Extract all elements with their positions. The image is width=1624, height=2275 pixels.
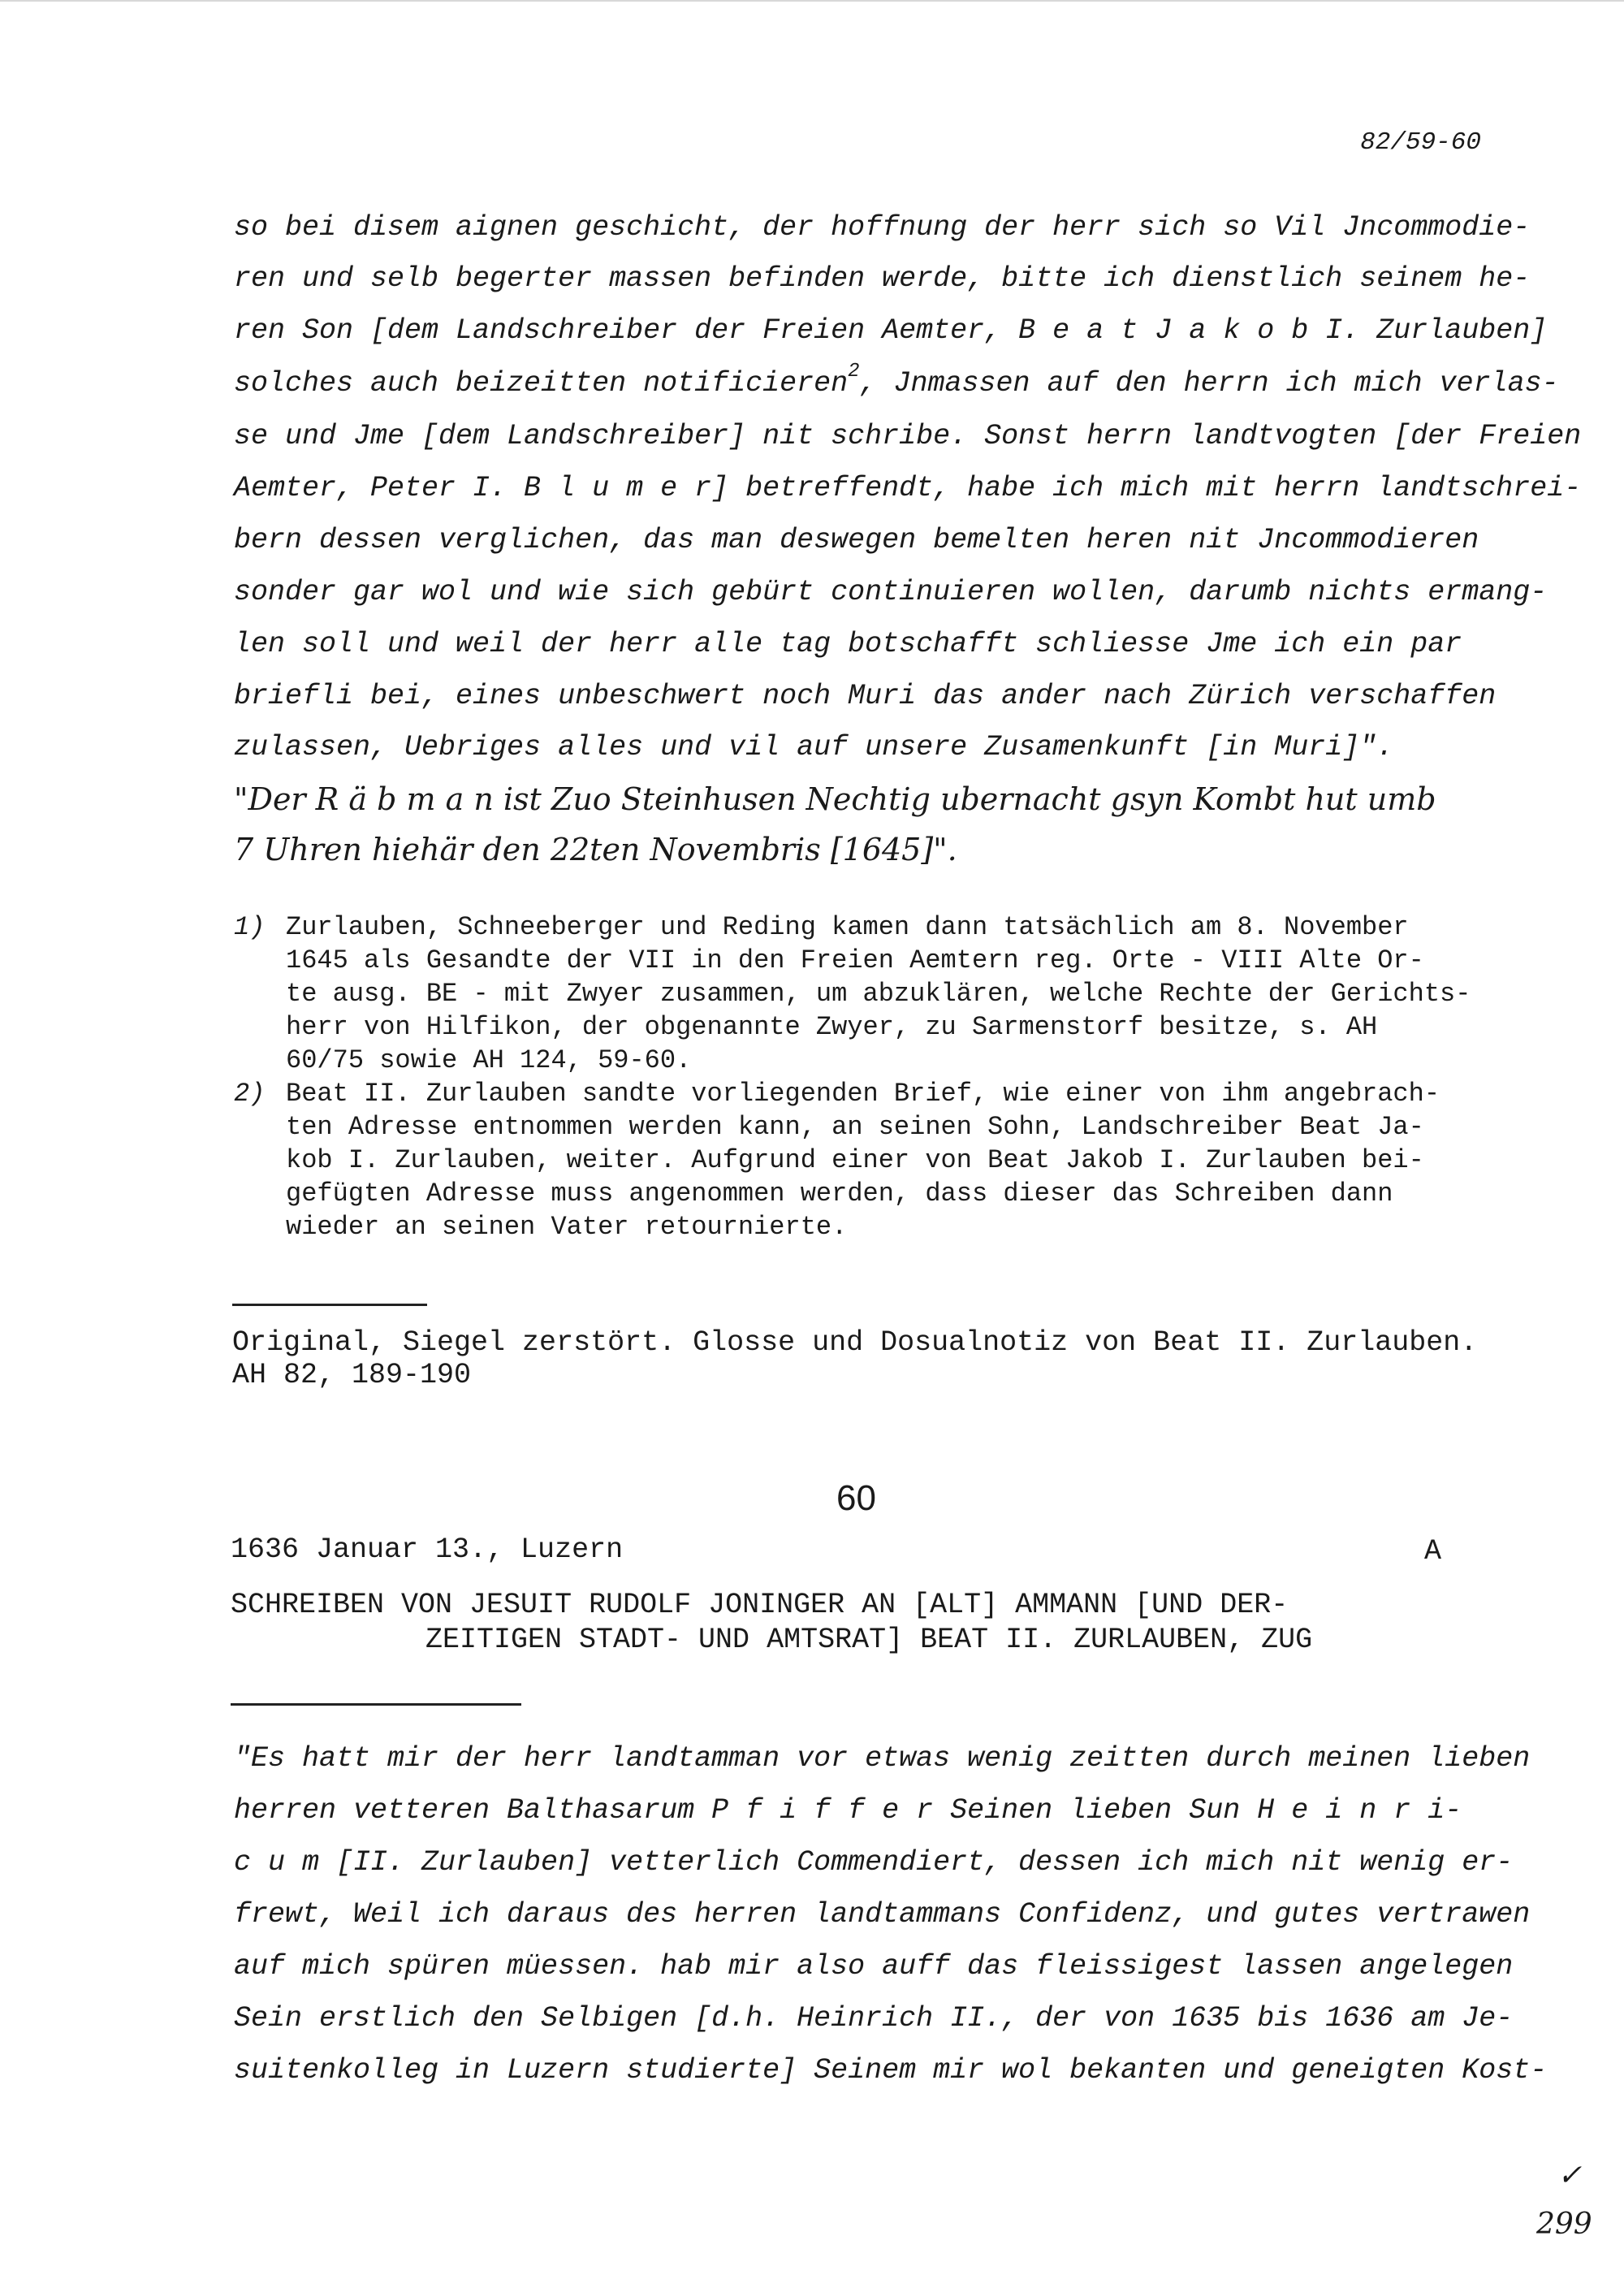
footnote-line: ten Adresse entnommen werden kann, an seinen Sohn, Landschreiber Beat Ja- — [286, 1112, 1424, 1142]
letter-line: ren und selb begerter massen befinden werde, bitte ich dienstlich seinem he- — [234, 262, 1531, 295]
handwritten-line: 7 Uhren hiehär den 22ten Novembris [1645]". — [234, 832, 957, 867]
footnote-line: wieder an seinen Vater retournierte. — [286, 1212, 848, 1242]
document-line: Sein erstlich den Selbigen [d.h. Heinrich II., der von 1635 bis 1636 am Je- — [234, 2002, 1514, 2035]
footnote-line: kob I. Zurlauben, weiter. Aufgrund einer von Beat Jakob I. Zurlauben bei- — [286, 1145, 1424, 1175]
source-note-line: AH 82, 189-190 — [232, 1359, 472, 1391]
document-line: auf mich spüren müessen. hab mir also auff das fleissigest lassen angelegen — [234, 1950, 1514, 1983]
document-line: frewt, Weil ich daraus des herren landtammans Confidenz, und gutes vertrawen — [234, 1898, 1531, 1931]
letter-line: sonder gar wol und wie sich gebürt continuieren wollen, darumb nichts ermang- — [234, 576, 1548, 608]
document-line: suitenkolleg in Luzern studierte] Seinem mir wol bekanten und geneigten Kost- — [234, 2054, 1548, 2087]
letter-line-text: solches auch beizeitten notificieren — [234, 367, 849, 400]
document-title-line: ZEITIGEN STADT- UND AMTSRAT] BEAT II. ZURLAUBEN, ZUG — [425, 1624, 1313, 1656]
separator-rule — [232, 1304, 427, 1306]
page-reference: 82/59-60 — [1360, 128, 1481, 157]
letter-line: bern dessen verglichen, das man deswegen bemelten heren nit Jncommodieren — [234, 524, 1479, 556]
source-note-line: Original, Siegel zerstört. Glosse und Dosualnotiz von Beat II. Zurlauben. — [232, 1326, 1478, 1359]
letter-line-text: , Jnmassen auf den herrn ich mich verlas- — [859, 367, 1559, 400]
footnote-line: 1645 als Gesandte der VII in den Freien Aemtern reg. Orte - VIII Alte Or- — [286, 945, 1424, 975]
letter-line — [234, 361, 1559, 400]
document-number: 60 — [836, 1478, 876, 1518]
footnote-line: gefügten Adresse muss angenommen werden, dass dieser das Schreiben dann — [286, 1179, 1393, 1209]
checkmark-icon: ✓ — [1557, 2159, 1583, 2192]
handwritten-line: "Der R ä b m a n ist Zuo Steinhusen Nechtig ubernacht gsyn Kombt hut umb — [234, 781, 1436, 817]
footnote-line: 60/75 sowie AH 124, 59-60. — [286, 1045, 692, 1075]
footnote-number: 2) — [234, 1079, 266, 1109]
page-number: 299 — [1536, 2208, 1592, 2241]
document-marker: A — [1424, 1535, 1442, 1568]
footnote-line: te ausg. BE - mit Zwyer zusammen, um abzuklären, welche Rechte der Gerichts- — [286, 979, 1471, 1009]
footnote-line: Zurlauben, Schneeberger und Reding kamen dann tatsächlich am 8. November — [286, 912, 1409, 942]
page-top-edge — [0, 0, 1624, 2]
letter-line: zulassen, Uebriges alles und vil auf unsere Zusamenkunft [in Muri]". — [234, 731, 1394, 763]
letter-line: Aemter, Peter I. B l u m e r] betreffendt, habe ich mich mit herrn landtschrei- — [234, 472, 1582, 504]
letter-line: se und Jme [dem Landschreiber] nit schribe. Sonst herrn landtvogten [der Freien — [234, 420, 1582, 452]
footnote-line: herr von Hilfikon, der obgenannte Zwyer, zu Sarmenstorf besitze, s. AH — [286, 1012, 1378, 1042]
document-line: "Es hatt mir der herr landtamman vor etwas wenig zeitten durch meinen lieben — [234, 1742, 1531, 1775]
document-line: c u m [II. Zurlauben] vetterlich Commendiert, dessen ich mich nit wenig er- — [234, 1846, 1514, 1879]
footnote-marker: 2 — [848, 361, 860, 383]
letter-line: so bei disem aignen geschicht, der hoffnung der herr sich so Vil Jncommodie- — [234, 211, 1531, 244]
separator-rule — [231, 1703, 521, 1706]
footnote-number: 1) — [234, 912, 266, 942]
document-date-place: 1636 Januar 13., Luzern — [231, 1533, 624, 1566]
letter-line: briefli bei, eines unbeschwert noch Muri das ander nach Zürich verschaffen — [234, 680, 1497, 712]
footnote-line: Beat II. Zurlauben sandte vorliegenden Brief, wie einer von ihm angebrach- — [286, 1079, 1440, 1109]
document-title-line: SCHREIBEN VON JESUIT RUDOLF JONINGER AN [ALT] AMMANN [UND DER- — [231, 1589, 1289, 1621]
letter-line: len soll und weil der herr alle tag botschafft schliesse Jme ich ein par — [234, 628, 1462, 660]
letter-line: ren Son [dem Landschreiber der Freien Aemter, B e a t J a k o b I. Zurlauben] — [234, 314, 1548, 347]
document-line: herren vetteren Balthasarum P f i f f e r Seinen lieben Sun H e i n r i- — [234, 1794, 1462, 1827]
